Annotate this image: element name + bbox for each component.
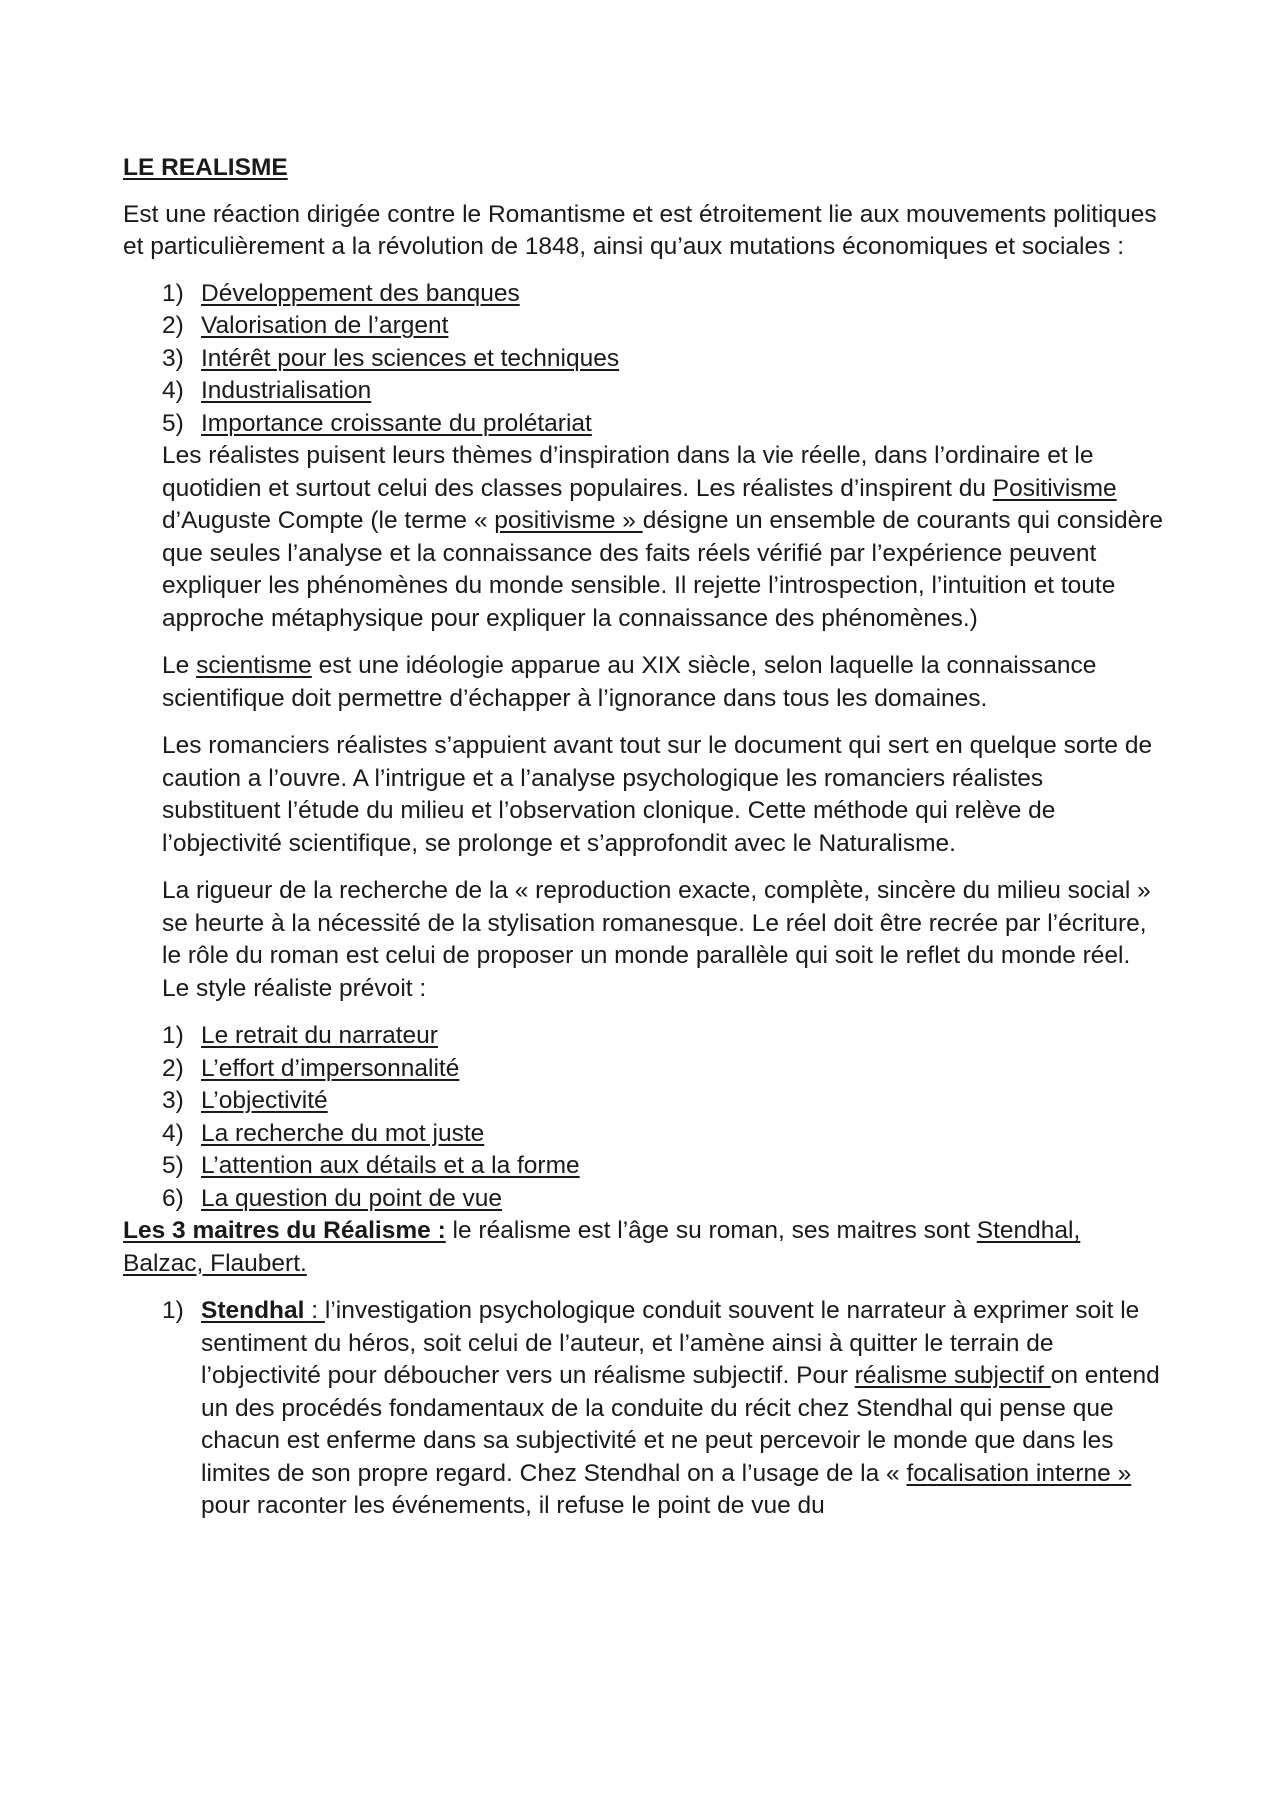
list-item: 3) L’objectivité xyxy=(162,1087,328,1114)
novelists-paragraph: Les romanciers réalistes s’appuient avant tout sur le document qui sert en quelque sorte de caution a l’ouvre. A l’intrigue et a l’analyse psychologique les romanciers réalistes substituent l’étude du milieu et l’observation clonique. Cette méthode qui relève de l’objectivité scientifique, se prolonge et s’approfondit avec le Naturalisme. xyxy=(162,732,1153,857)
section-heading: Les 3 maitres du Réalisme : xyxy=(123,1217,446,1244)
style-list xyxy=(123,1020,1163,1215)
author-name: Stendhal xyxy=(201,1297,305,1324)
document-body xyxy=(123,152,1163,1523)
masters-paragraph: Les 3 maitres du Réalisme : le réalisme est l’âge su roman, ses maitres sont Stendhal, Balzac, Flaubert. xyxy=(123,1217,1081,1277)
list-item: 3) Intérêt pour les sciences et techniques xyxy=(162,344,620,372)
list-item: 5) Importance croissante du prolétariat xyxy=(162,409,592,437)
masters-list xyxy=(123,1295,1163,1523)
list-item: 2) Valorisation de l’argent xyxy=(162,312,449,339)
scientism-paragraph: Le scientisme est une idéologie apparue au XIX siècle, selon laquelle la connaissance scientifique doit permettre d’échapper à l’ignorance dans tous les domaines. xyxy=(162,652,1097,712)
list-item: 1) Stendhal : l’investigation psychologique conduit souvent le narrateur à exprimer soit le sentiment du héros, soit celui de l’auteur, et l’amène ainsi à quitter le terrain de l’objectivité pour déboucher vers un réalisme subjectif. Pour réalisme subjectif on entend un des procédés fondamentaux de la conduite du récit chez Stendhal qui pense que chacun est enferme dans sa subjectivité et ne peut percevoir le monde que dans les limites de son propre regard. Chez Stendhal on a l’usage de la « focalisation interne » pour raconter les événements, il refuse le point de vue du xyxy=(162,1297,1160,1519)
style-paragraph: La rigueur de la recherche de la « reproduction exacte, complète, sincère du milieu social » se heurte à la nécessité de la stylisation romanesque. Le réel doit être recrée par l’écriture, le rôle du roman est celui de proposer un monde parallèle qui soit le reflet du monde réel. Le style réaliste prévoit : xyxy=(162,877,1151,1002)
list-item: 1) Développement des banques xyxy=(162,279,520,307)
page-title: LE REALISME xyxy=(123,154,288,181)
intro-paragraph: Est une réaction dirigée contre le Romantisme et est étroitement lie aux mouvements politiques et particulièrement a la révolution de 1848, ainsi qu’aux mutations économiques et sociales : xyxy=(123,200,1157,260)
list-item: 5) L’attention aux détails et a la forme xyxy=(162,1152,580,1179)
context-list xyxy=(123,278,1163,441)
list-item: 4) La recherche du mot juste xyxy=(162,1119,485,1147)
list-item: 4) Industrialisation xyxy=(162,377,372,404)
list-item: 2) L’effort d’impersonnalité xyxy=(162,1054,460,1082)
positivism-paragraph: Les réalistes puisent leurs thèmes d’inspiration dans la vie réelle, dans l’ordinaire et le quotidien et surtout celui des classes populaires. Les réalistes d’inspirent du Positivisme d’Auguste Compte (le terme « positivisme » désigne un ensemble de courants qui considère que seules l’analyse et la connaissance des faits réels vérifié par l’expérience peuvent expliquer les phénomènes du monde sensible. Il rejette l’introspection, l’intuition et toute approche métaphysique pour expliquer la connaissance des phénomènes.) xyxy=(162,442,1163,632)
list-item: 6) La question du point de vue xyxy=(162,1184,503,1212)
list-item: 1) Le retrait du narrateur xyxy=(162,1022,438,1049)
